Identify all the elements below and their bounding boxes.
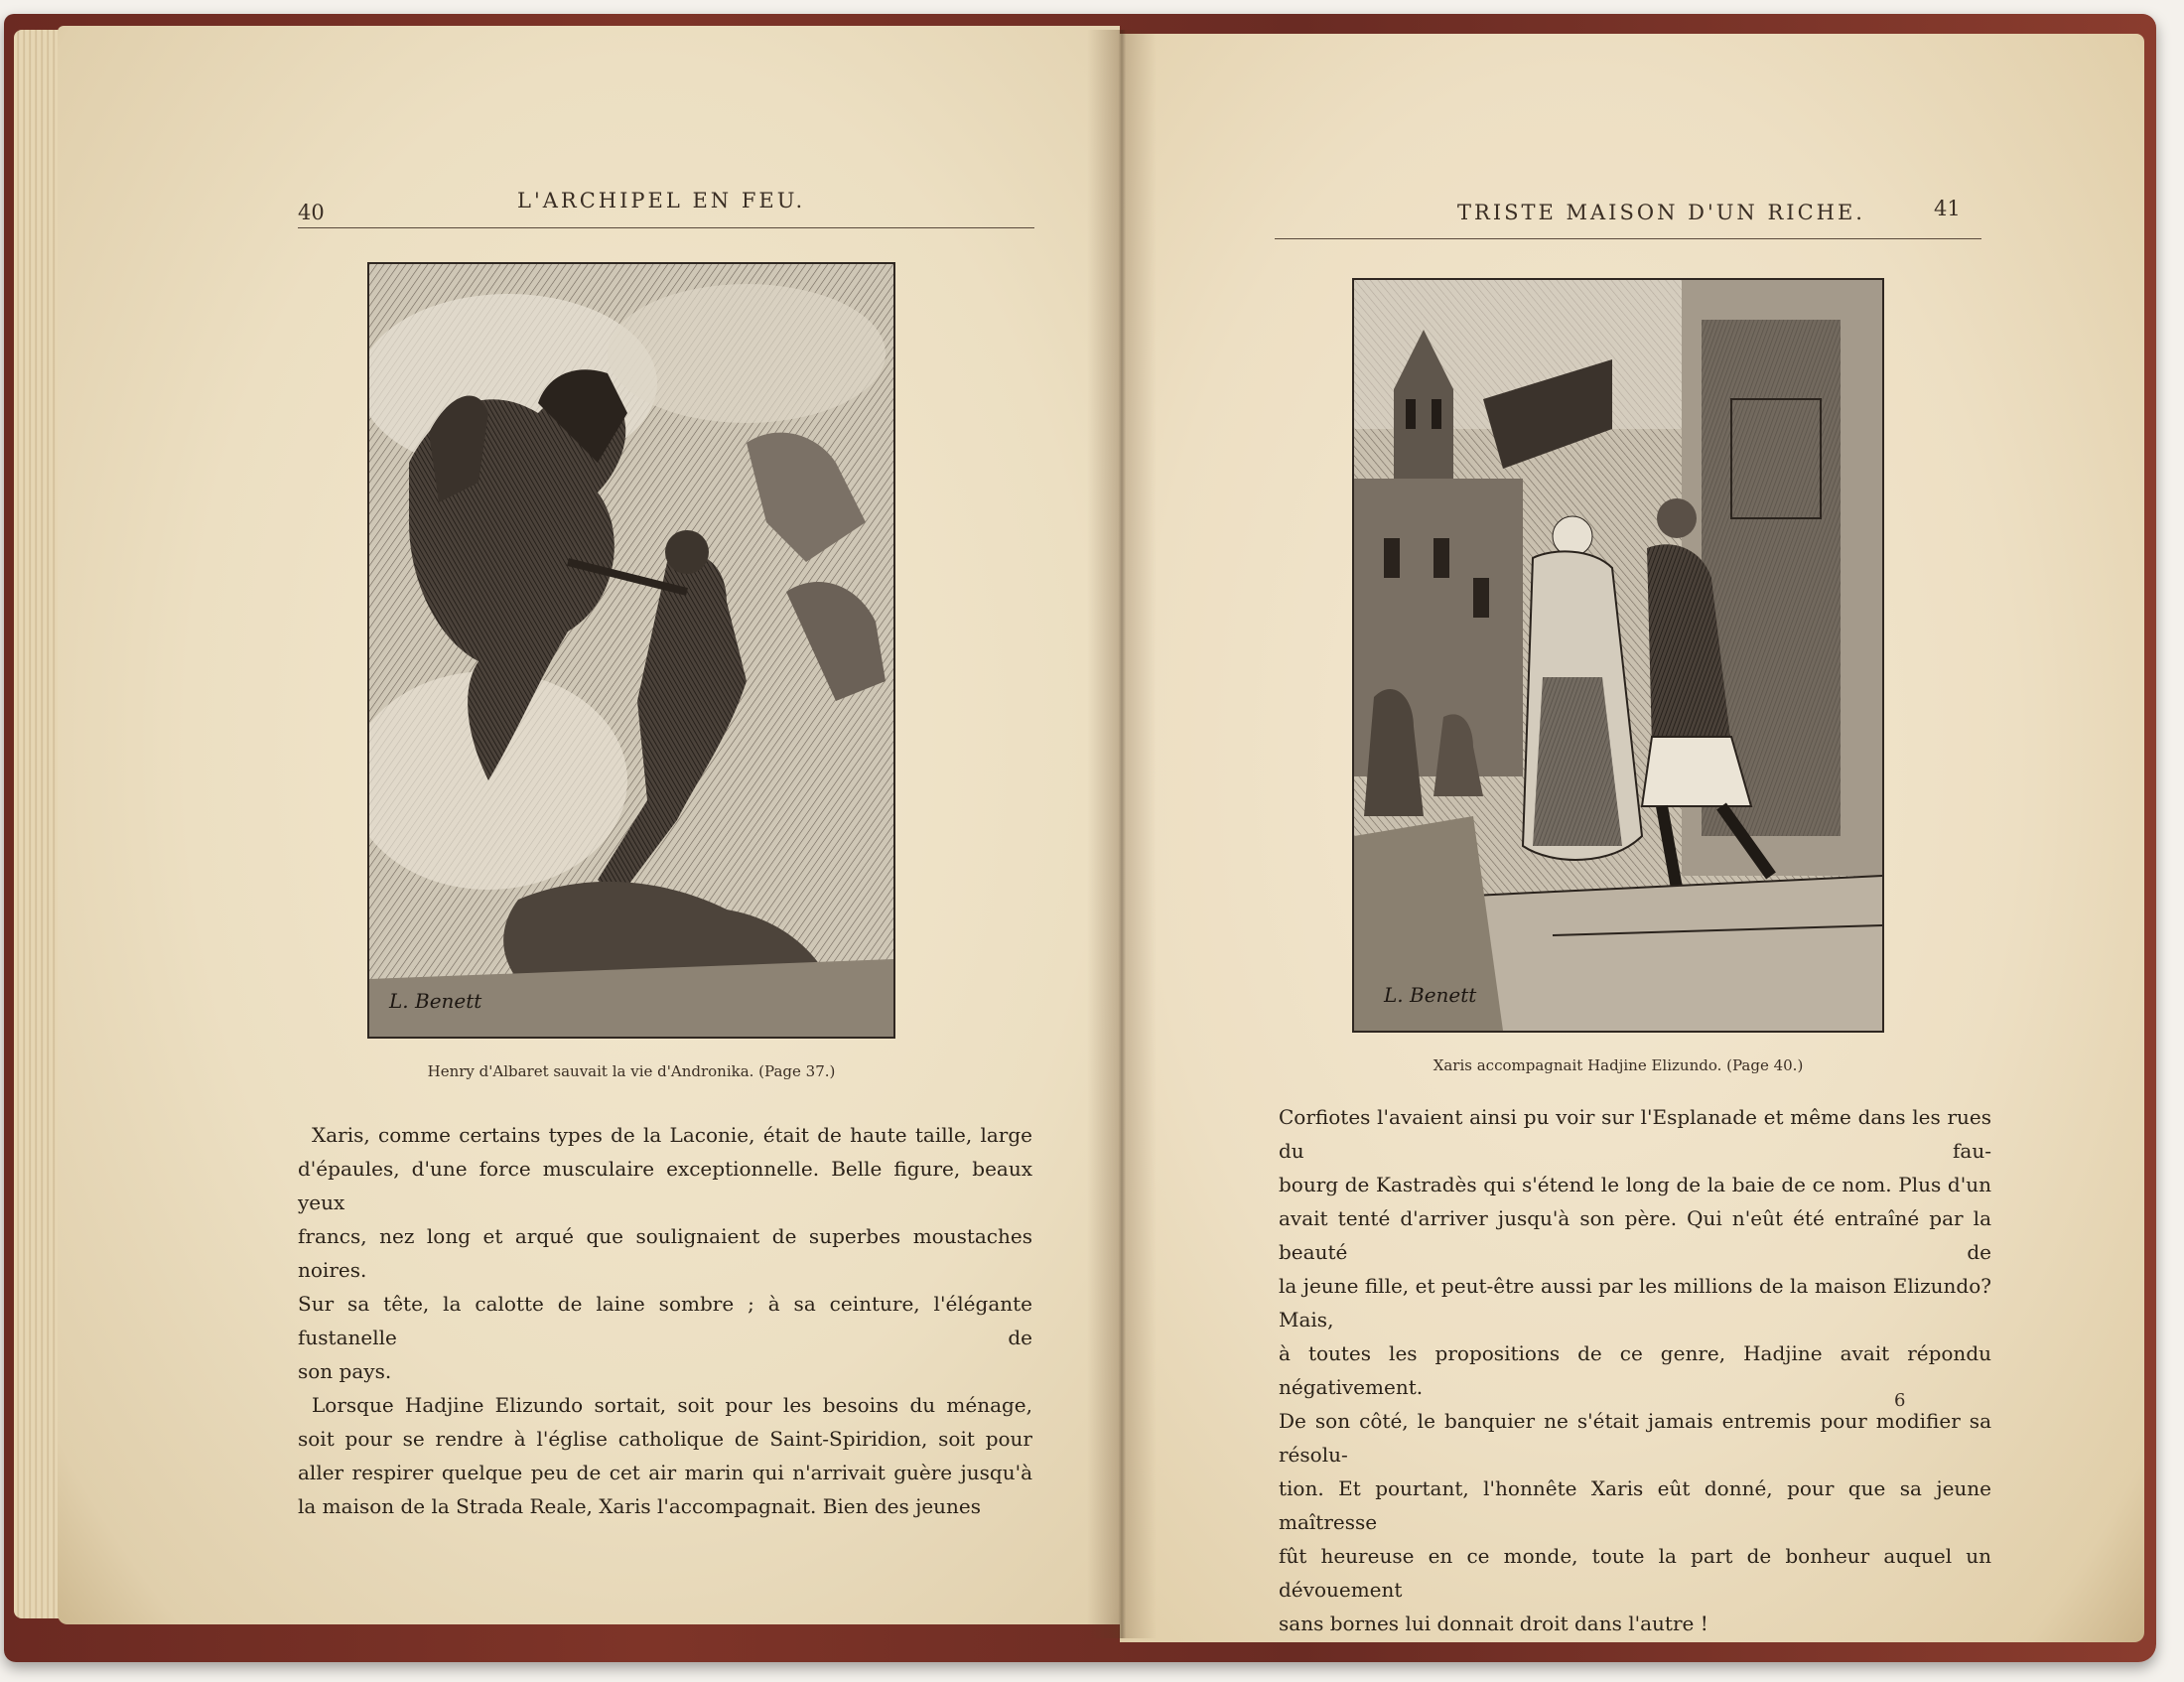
page-number-right: 41 xyxy=(1934,197,1961,220)
illustration-left xyxy=(367,262,895,1039)
text-line: Xaris, comme certains types de la Laconie, était de haute taille, large xyxy=(312,1123,1032,1147)
page-edges xyxy=(14,30,64,1618)
text-line: fût heureuse en ce monde, toute la part de bonheur auquel un dévouement xyxy=(1279,1544,1991,1602)
running-head-left: L'ARCHIPEL EN FEU. xyxy=(517,189,806,212)
running-head-right: TRISTE MAISON D'UN RICHE. xyxy=(1457,201,1865,224)
engraving-street-doorway-icon xyxy=(1354,280,1882,1031)
text-line: tion. Et pourtant, l'honnête Xaris eût donné, pour que sa jeune maîtresse xyxy=(1279,1476,1991,1534)
header-rule-left xyxy=(298,227,1034,228)
engraving-cavalry-battle-icon xyxy=(369,264,893,1037)
page-number-left: 40 xyxy=(298,201,325,224)
text-line: francs, nez long et arqué que soulignaient de superbes moustaches noires. xyxy=(298,1224,1032,1282)
text-line: d'épaules, d'une force musculaire exceptionnelle. Belle figure, beaux yeux xyxy=(298,1157,1032,1214)
engraver-signature-left: L. Benett xyxy=(389,989,482,1013)
text-line: la maison de la Strada Reale, Xaris l'accompagnait. Bien des jeunes xyxy=(298,1494,982,1518)
engraver-signature-right: L. Benett xyxy=(1384,983,1477,1007)
text-line: soit pour se rendre à l'église catholique de Saint-Spiridion, soit pour xyxy=(298,1427,1032,1451)
text-line: avait tenté d'arriver jusqu'à son père. Qui n'eût été entraîné par la beauté de xyxy=(1279,1206,1991,1264)
text-line: aller respirer quelque peu de cet air marin qui n'arrivait guère jusqu'à xyxy=(298,1461,1032,1484)
text-line: Lorsque Hadjine Elizundo sortait, soit pour les besoins du ménage, xyxy=(312,1393,1032,1417)
body-text-left xyxy=(298,1118,1032,1523)
right-page xyxy=(1120,34,2144,1642)
header-rule-right xyxy=(1275,238,1981,239)
caption-left: Henry d'Albaret sauvait la vie d'Andronika. (Page 37.) xyxy=(427,1062,836,1080)
text-line: Sur sa tête, la calotte de laine sombre ; à sa ceinture, l'élégante fustanelle de xyxy=(298,1292,1032,1349)
left-page xyxy=(58,26,1120,1624)
text-line: la jeune fille, et peut-être aussi par les millions de la maison Elizundo? Mais, xyxy=(1279,1274,1991,1332)
text-line: son pays. xyxy=(298,1359,392,1383)
text-line: à toutes les propositions de ce genre, Hadjine avait répondu négativement. xyxy=(1279,1341,1991,1399)
body-text-right xyxy=(1279,1100,1991,1640)
caption-right: Xaris accompagnait Hadjine Elizundo. (Page 40.) xyxy=(1433,1056,1804,1074)
signature-mark: 6 xyxy=(1894,1390,1906,1411)
text-line: Corfiotes l'avaient ainsi pu voir sur l'Esplanade et même dans les rues du fau- xyxy=(1279,1105,1991,1163)
text-line: De son côté, le banquier ne s'était jamais entremis pour modifier sa résolu- xyxy=(1279,1409,1991,1467)
text-line: bourg de Kastradès qui s'étend le long de la baie de ce nom. Plus d'un xyxy=(1279,1173,1991,1196)
text-line: sans bornes lui donnait droit dans l'autre ! xyxy=(1279,1612,1708,1635)
illustration-right xyxy=(1352,278,1884,1033)
